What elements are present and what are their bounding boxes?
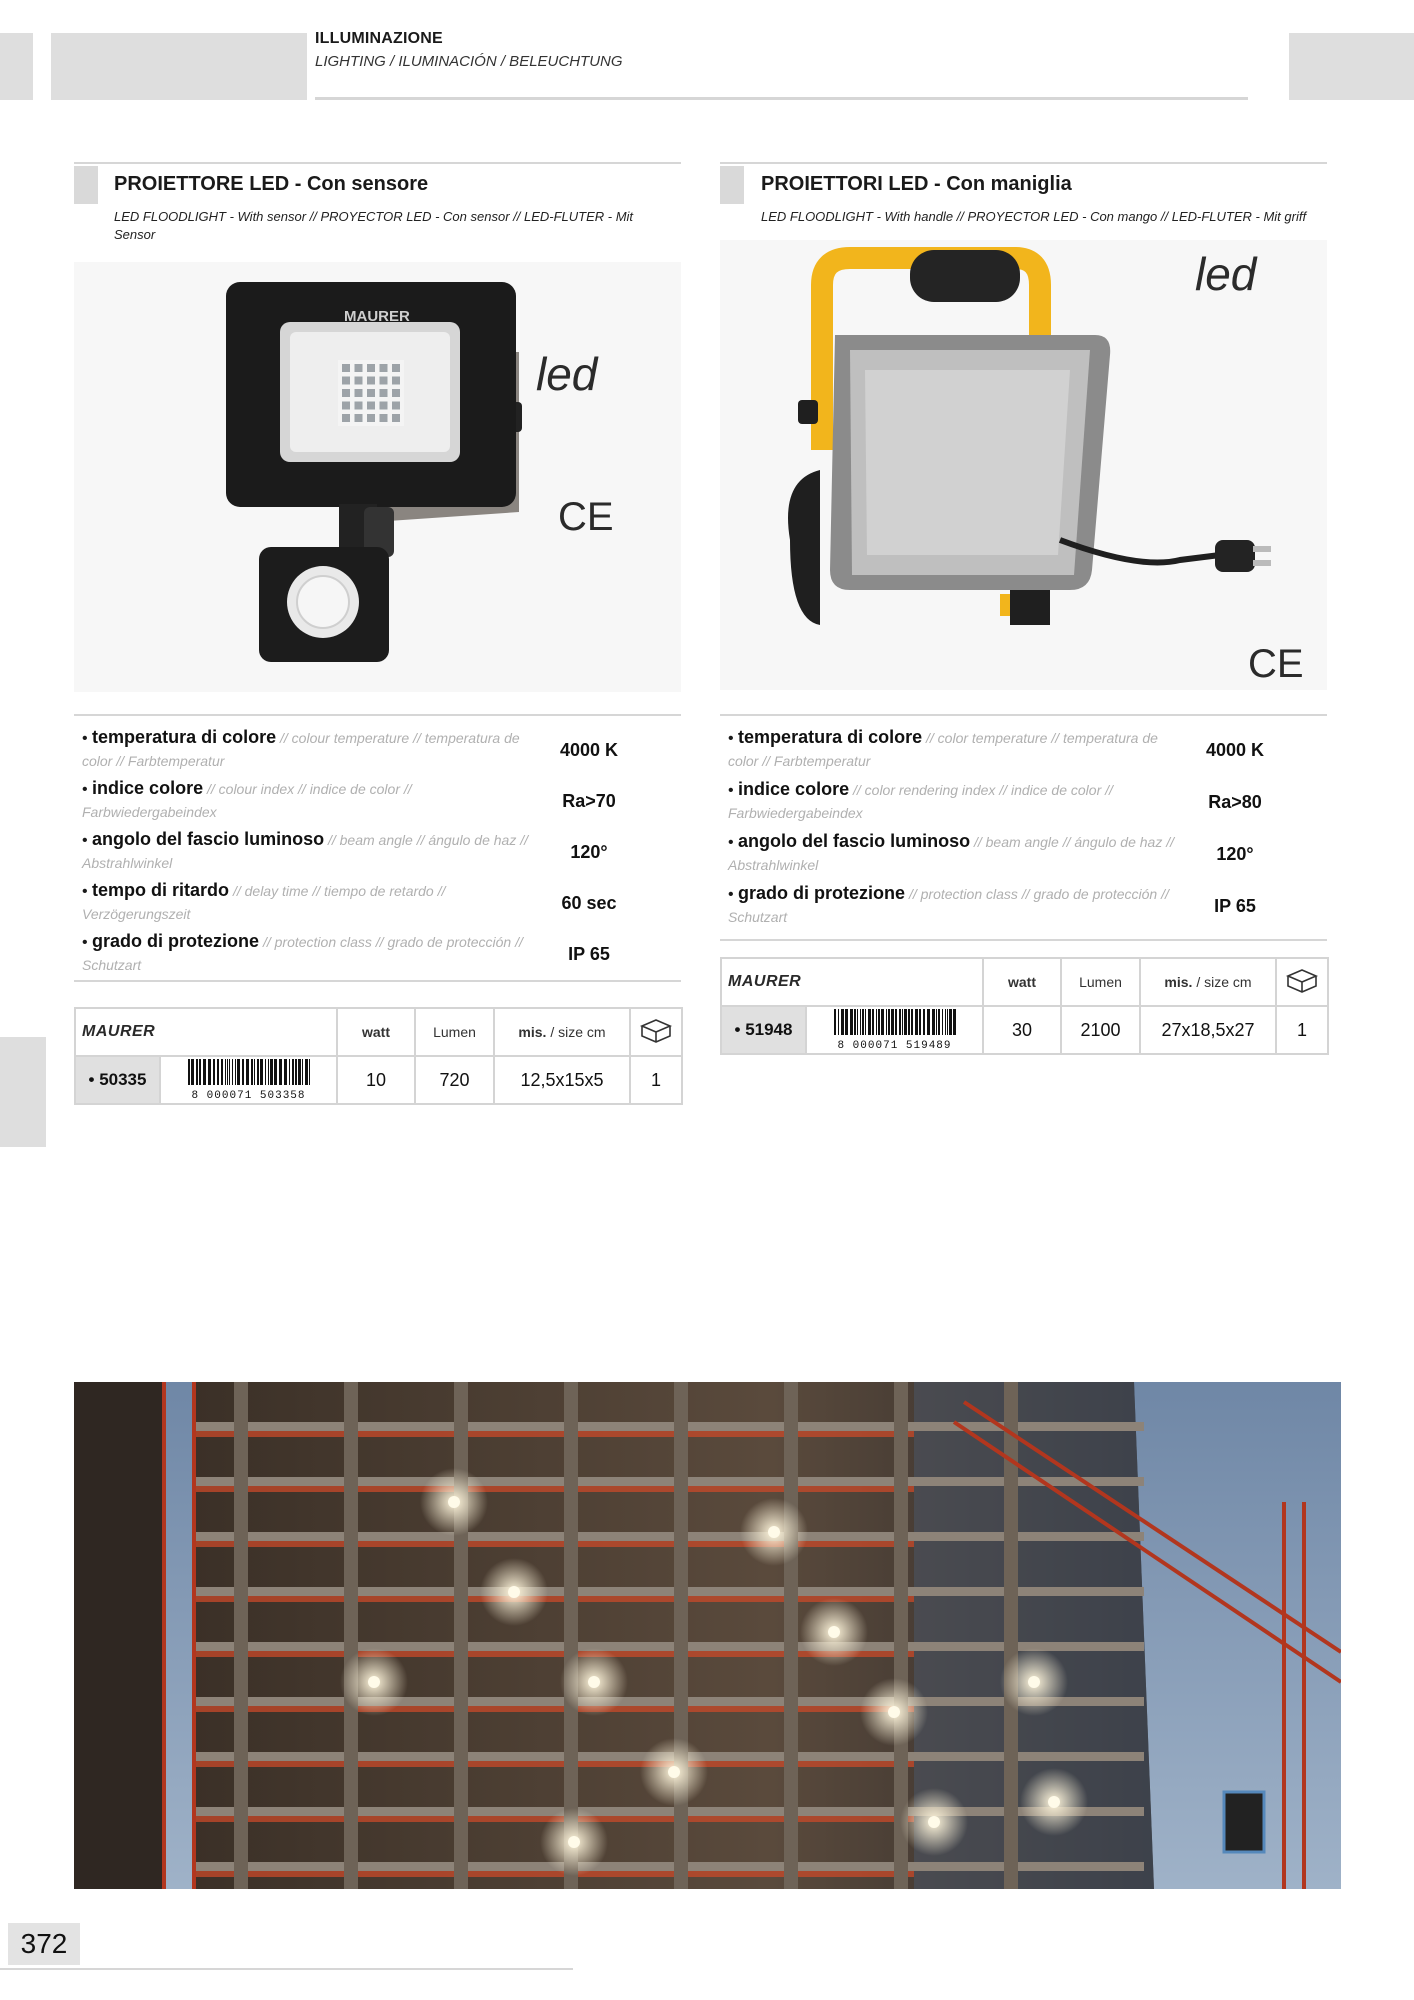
spec-name: grado di protezione <box>92 931 260 951</box>
barcode-number: 8 000071 519489 <box>837 1039 952 1052</box>
lumen-value: 2100 <box>1061 1006 1140 1054</box>
spec-value: 60 sec <box>561 893 617 913</box>
size-header: mis. / size cm <box>1140 958 1276 1006</box>
spec-name: temperatura di colore <box>92 727 277 747</box>
brand-logo: MAURER <box>82 1023 156 1040</box>
lit-building-illustration <box>74 1382 1341 1889</box>
product-2-top-line <box>720 162 1327 164</box>
pack-value: 1 <box>1276 1006 1328 1054</box>
spec-desc: // colour temperature // temperatura de color // Farbtemperatur <box>82 730 520 769</box>
box-icon <box>1276 958 1328 1006</box>
size-value: 27x18,5x27 <box>1140 1006 1276 1054</box>
spec-value: 4000 K <box>559 740 619 760</box>
product-2-image <box>720 240 1327 690</box>
ce-mark: CE <box>558 495 614 539</box>
product-1-image <box>74 262 681 692</box>
spec-row: • angolo del fascio luminoso // beam angle // ángulo de haz // Abstrahlwinkel 120° <box>74 828 681 880</box>
product-2-subtitle: LED FLOODLIGHT - With handle // PROYECTOR LED - Con mango // LED-FLUTER - Mit griff <box>761 209 1307 224</box>
spec-row: • grado di protezione // protection class // grado de protección // Schutzart IP 65 <box>720 882 1327 934</box>
floodlight-with-handle-illustration <box>720 240 1327 690</box>
floodlight-with-sensor-illustration <box>74 262 681 692</box>
led-logo: led <box>1195 248 1257 300</box>
spec-desc: // colour index // indice de color // Farbwiedergabeindex <box>82 781 412 820</box>
product-1-title: PROIETTORE LED - Con sensore <box>114 173 429 195</box>
lumen-header: Lumen <box>415 1008 494 1056</box>
pack-value: 1 <box>630 1056 682 1104</box>
spec-value: Ra>80 <box>1208 792 1262 812</box>
spec-value: 120° <box>570 842 608 862</box>
section-subtitle: LIGHTING / ILUMINACIÓN / BELEUCHTUNG <box>315 53 623 70</box>
spec-desc: // color rendering index // indice de color // Farbwiedergabeindex <box>728 782 1113 821</box>
spec-desc: // delay time // tiempo de retardo // Verzögerungszeit <box>82 883 446 922</box>
size-value: 12,5x15x5 <box>494 1056 630 1104</box>
watt-value: 30 <box>983 1006 1061 1054</box>
header-tab-block <box>51 33 307 100</box>
product-code: • 51948 <box>721 1006 806 1054</box>
spec-row: • grado di protezione // protection class // grado de protección // Schutzart IP 65 <box>74 930 681 982</box>
watt-value: 10 <box>337 1056 415 1104</box>
product-1-specs <box>74 714 681 982</box>
size-header: mis. / size cm <box>494 1008 630 1056</box>
page-number: 372 <box>8 1923 80 1965</box>
brand-logo: MAURER <box>728 973 802 990</box>
product-2-specs <box>720 714 1327 941</box>
spec-desc: // color temperature // temperatura de color // Farbtemperatur <box>728 730 1158 769</box>
spec-name: angolo del fascio luminoso <box>92 829 325 849</box>
spec-value: Ra>70 <box>562 791 616 811</box>
barcode-bars <box>830 1009 960 1035</box>
spec-desc: // beam angle // ángulo de haz // Abstrahlwinkel <box>82 832 528 871</box>
product-code: • 50335 <box>75 1056 160 1104</box>
header-divider <box>315 97 1248 100</box>
spec-value: IP 65 <box>1214 896 1256 916</box>
spec-row: • temperatura di colore // color temperature // temperatura de color // Farbtemperatur 4000 K <box>720 726 1327 778</box>
product-1-table <box>74 1007 683 1105</box>
side-index-tab <box>0 1037 46 1147</box>
box-icon <box>630 1008 682 1056</box>
lumen-value: 720 <box>415 1056 494 1104</box>
spec-row: • indice colore // color rendering index // indice de color // Farbwiedergabeindex Ra>80 <box>720 778 1327 830</box>
construction-site-photo <box>74 1382 1341 1889</box>
product-1-subtitle: LED FLOODLIGHT - With sensor // PROYECTOR LED - Con sensor // LED-FLUTER - Mit Sensor <box>114 209 634 242</box>
spec-name: grado di protezione <box>738 883 906 903</box>
product-1-marker <box>74 166 98 204</box>
product-1-top-line <box>74 162 681 164</box>
spec-name: tempo di ritardo <box>92 880 230 900</box>
spec-name: temperatura di colore <box>738 727 923 747</box>
lumen-header: Lumen <box>1061 958 1140 1006</box>
barcode-number: 8 000071 503358 <box>191 1089 306 1102</box>
spec-value: 120° <box>1216 844 1254 864</box>
spec-desc: // protection class // grado de protección // Schutzart <box>728 886 1169 925</box>
spec-row: • indice colore // colour index // indice de color // Farbwiedergabeindex Ra>70 <box>74 777 681 829</box>
spec-name: indice colore <box>738 779 850 799</box>
led-logo: led <box>536 348 598 400</box>
barcode-bars <box>184 1059 314 1085</box>
spec-name: angolo del fascio luminoso <box>738 831 971 851</box>
spec-row: • tempo di ritardo // delay time // tiempo de retardo // Verzögerungszeit 60 sec <box>74 879 681 931</box>
spec-value: 4000 K <box>1205 740 1265 760</box>
product-2-marker <box>720 166 744 204</box>
spec-row: • temperatura di colore // colour temperature // temperatura de color // Farbtemperatur 4000 K <box>74 726 681 778</box>
watt-header: watt <box>983 958 1061 1006</box>
barcode <box>160 1056 337 1104</box>
product-2-title: PROIETTORI LED - Con maniglia <box>761 173 1072 195</box>
barcode <box>806 1006 983 1054</box>
spec-name: indice colore <box>92 778 204 798</box>
watt-header: watt <box>337 1008 415 1056</box>
section-title: ILLUMINAZIONE <box>315 30 443 47</box>
corner-tab-left <box>0 33 33 100</box>
footer-divider <box>0 1968 573 1970</box>
spec-desc: // beam angle // ángulo de haz // Abstrahlwinkel <box>728 834 1174 873</box>
corner-tab-right <box>1289 33 1414 100</box>
maurer-logo: MAURER <box>344 308 410 325</box>
spec-row: • angolo del fascio luminoso // beam angle // ángulo de haz // Abstrahlwinkel 120° <box>720 830 1327 882</box>
spec-desc: // protection class // grado de protección // Schutzart <box>82 934 523 973</box>
spec-value: IP 65 <box>568 944 610 964</box>
ce-mark: CE <box>1248 642 1304 686</box>
product-2-table <box>720 957 1329 1055</box>
